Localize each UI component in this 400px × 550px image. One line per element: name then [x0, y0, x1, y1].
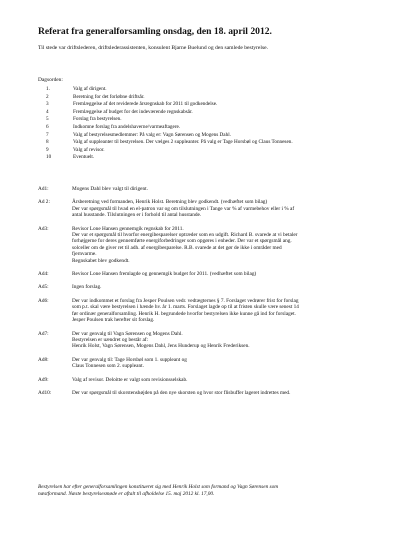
- minutes-item-line: Der var indkommet et forslag fra Jesper Poulsen vedr. vedtægternes § 7. Forslaget vedrører frist for forslag: [72, 297, 299, 304]
- agenda-item-number: 9: [46, 146, 49, 153]
- document-title: Referat fra generalforsamling onsdag, den 18. april 2012.: [38, 26, 272, 37]
- minutes-item-code: Ad9:: [38, 376, 49, 383]
- minutes-item-line: Der var et spørgsmål til hvorfor energibesparelser optræder som en udgift. Richard B. svarede at vi betaler: [72, 232, 298, 239]
- agenda-item-number: 4: [46, 108, 49, 115]
- attendance-line: Til stede var driftslederen, driftslederassistenten, konsulent Bjarne Buelund og den samlede bestyrelse.: [38, 45, 269, 51]
- agenda-item: [46, 147, 293, 155]
- minutes-item-line: Regnskabet blev godkendt.: [72, 257, 130, 264]
- closing-note: [38, 484, 373, 498]
- minutes-item-body: [72, 377, 378, 383]
- agenda-item-text: Eventuelt.: [73, 154, 95, 161]
- minutes-item: [38, 186, 378, 192]
- agenda-item-number: 6: [46, 123, 49, 130]
- agenda-item-text: Forslag fra bestyrelsen.: [73, 116, 122, 123]
- agenda-item-number: 3: [46, 101, 49, 108]
- agenda-item: [46, 116, 293, 124]
- agenda-item-number: 7: [46, 131, 49, 138]
- minutes-item-code: Ad4:: [38, 271, 49, 278]
- minutes-item-body: [72, 357, 378, 370]
- agenda-item-number: 5: [46, 116, 49, 123]
- minutes-item: [38, 284, 378, 290]
- minutes-item-code: Ad5:: [38, 284, 49, 291]
- minutes-item-line: forhøjgerne for deres gennemførte energiforbedringer som opgøres i enheder. Der var et spørgsmål ang.: [72, 238, 292, 245]
- minutes-item-body: [72, 199, 378, 218]
- agenda-item-text: Valg af bestyrelsesmedlemmer: På valg er: Vagn Sørensen og Mogens Dahl.: [73, 131, 231, 138]
- minutes-item: [38, 357, 378, 370]
- agenda-item-text: Beretning for det forløbne driftsår.: [73, 93, 145, 100]
- minutes-item-line: før ordinær generalforsamling. Henrik H. begrundede hvorfor bestyrelsen ikke kunne gå ind for forslaget.: [72, 310, 296, 317]
- agenda-item-text: Valg af suppleanter til bestyrelsen. Der vælges 2 suppleanter. På valg er Tage Horsbøl og Claus Tonnesen.: [73, 139, 293, 146]
- minutes-item-code: Ad7:: [38, 330, 49, 337]
- agenda-item: [46, 154, 293, 162]
- minutes-item: [38, 331, 378, 350]
- minutes-item-line: som p.t. skal være bestyrelsen i hænde hv. år 1. marts. Forslaget lagde op til at fristen skulle være senest 14: [72, 304, 299, 311]
- minutes-item-body: [72, 271, 378, 277]
- agenda-item-number: 8: [46, 139, 49, 146]
- minutes-item-code: Ad10:: [38, 389, 52, 396]
- agenda-item-text: Fremlæggelse af det reviderede årsregnskab for 2011 til godkendelse.: [73, 101, 218, 108]
- agenda-item-number: 1.: [46, 86, 50, 92]
- minutes-item-line: Claus Tonnesen som 2. suppleant.: [72, 363, 144, 370]
- agenda-item: [46, 86, 293, 94]
- minutes-item-line: Jesper Poulsen trak herefter sit forslag.: [72, 317, 155, 324]
- minutes-item-body: [72, 331, 378, 350]
- minutes-item-line: fjernvarme.: [72, 251, 97, 258]
- agenda-item-number: 10: [46, 154, 52, 161]
- minutes-item-body: [72, 298, 378, 324]
- minutes-item-line: Revisor Lone Hansen fremlagde og gennemgik budget for 2011. (vedhæftet som bilag): [72, 271, 257, 278]
- agenda-item-text: Valg af revisor.: [73, 146, 105, 153]
- minutes-item-body: [72, 186, 378, 192]
- minutes-item: [38, 390, 378, 396]
- agenda-item-text: Fremlæggelse af budget for det indeværende regnskabsår.: [73, 108, 193, 115]
- agenda-list: [46, 86, 293, 162]
- minutes-item-line: Der var spørgsmål til hvad en el-patron var og om tilslutningen i Tange var % af varmebehov eller i % af: [72, 205, 295, 212]
- minutes-item-code: Ad3:: [38, 225, 49, 232]
- agenda-item: [46, 101, 293, 109]
- minutes-item-code: Ad8:: [38, 356, 49, 363]
- minutes-item-line: solceller om de giver ret til adh. af energibesparelse. R.B. svarede at det gør de ikke i områder med: [72, 244, 282, 251]
- minutes-item-body: [72, 226, 378, 264]
- minutes-item-code: Ad6:: [38, 297, 49, 304]
- minutes-item-line: Revisor Lone Hansen gennemgik regnskab for 2011.: [72, 225, 184, 232]
- minutes-item-body: [72, 284, 378, 290]
- minutes-item: [38, 226, 378, 264]
- agenda-item: [46, 139, 293, 147]
- minutes-item-line: Mogens Dahl blev valgt til dirigent.: [72, 186, 148, 192]
- agenda-heading: Dagsorden:: [38, 77, 63, 83]
- minutes-item-line: Årsberetning ved formanden, Henrik Holst. Beretning blev godkendt. (vedhæftet som bilag): [72, 199, 268, 206]
- agenda-item-text: Valg af dirigent.: [73, 86, 107, 92]
- minutes-item-line: Ingen forslag.: [72, 284, 102, 291]
- minutes-item-line: Der var spørgsmål til skorstenshøjden på den nye skorsten og hvor stor flisbuffer lageret indrettes med.: [72, 389, 291, 396]
- minutes-items: [38, 186, 378, 396]
- minutes-item-line: Valg af revisor. Deloitte er valgt som revisionsselskab.: [72, 376, 188, 383]
- minutes-item-line: Bestyrelsen er uændret og består af:: [72, 336, 149, 343]
- minutes-item: [38, 377, 378, 383]
- minutes-item-code: Ad1:: [38, 186, 49, 192]
- agenda-item-number: 2: [46, 93, 49, 100]
- minutes-item-line: antal husstande. Tilslutningen er i forhold til antal husstande.: [72, 212, 202, 219]
- minutes-item-body: [72, 390, 378, 396]
- minutes-item-line: Der var genvalg til: Tage Horsbøl som 1. suppleant og: [72, 356, 187, 363]
- minutes-item: [38, 199, 378, 218]
- closing-line: Bestyrelsen har efter generalforsamlingen konstitueret sig med Henrik Holst som formand og Vagn Sørensen som: [38, 484, 279, 490]
- minutes-item-code: Ad 2:: [38, 199, 50, 206]
- minutes-item: [38, 298, 378, 324]
- minutes-item-line: Henrik Holst, Vagn Sørensen, Mogens Dahl, Jens Hunderup og Henrik Frederiksen.: [72, 343, 250, 350]
- minutes-item: [38, 271, 378, 277]
- minutes-item-line: Der var genvalg til Vagn Sørensen og Mogens Dahl.: [72, 330, 183, 337]
- agenda-item: [46, 124, 293, 132]
- closing-line: næstformand. Næste bestyrelsesmøde er aftalt til afholdelse 15. maj 2012 kl. 17,00.: [38, 490, 215, 497]
- agenda-item-text: Indkomne forslag fra andelshaverne/varmeaftagere.: [73, 123, 181, 130]
